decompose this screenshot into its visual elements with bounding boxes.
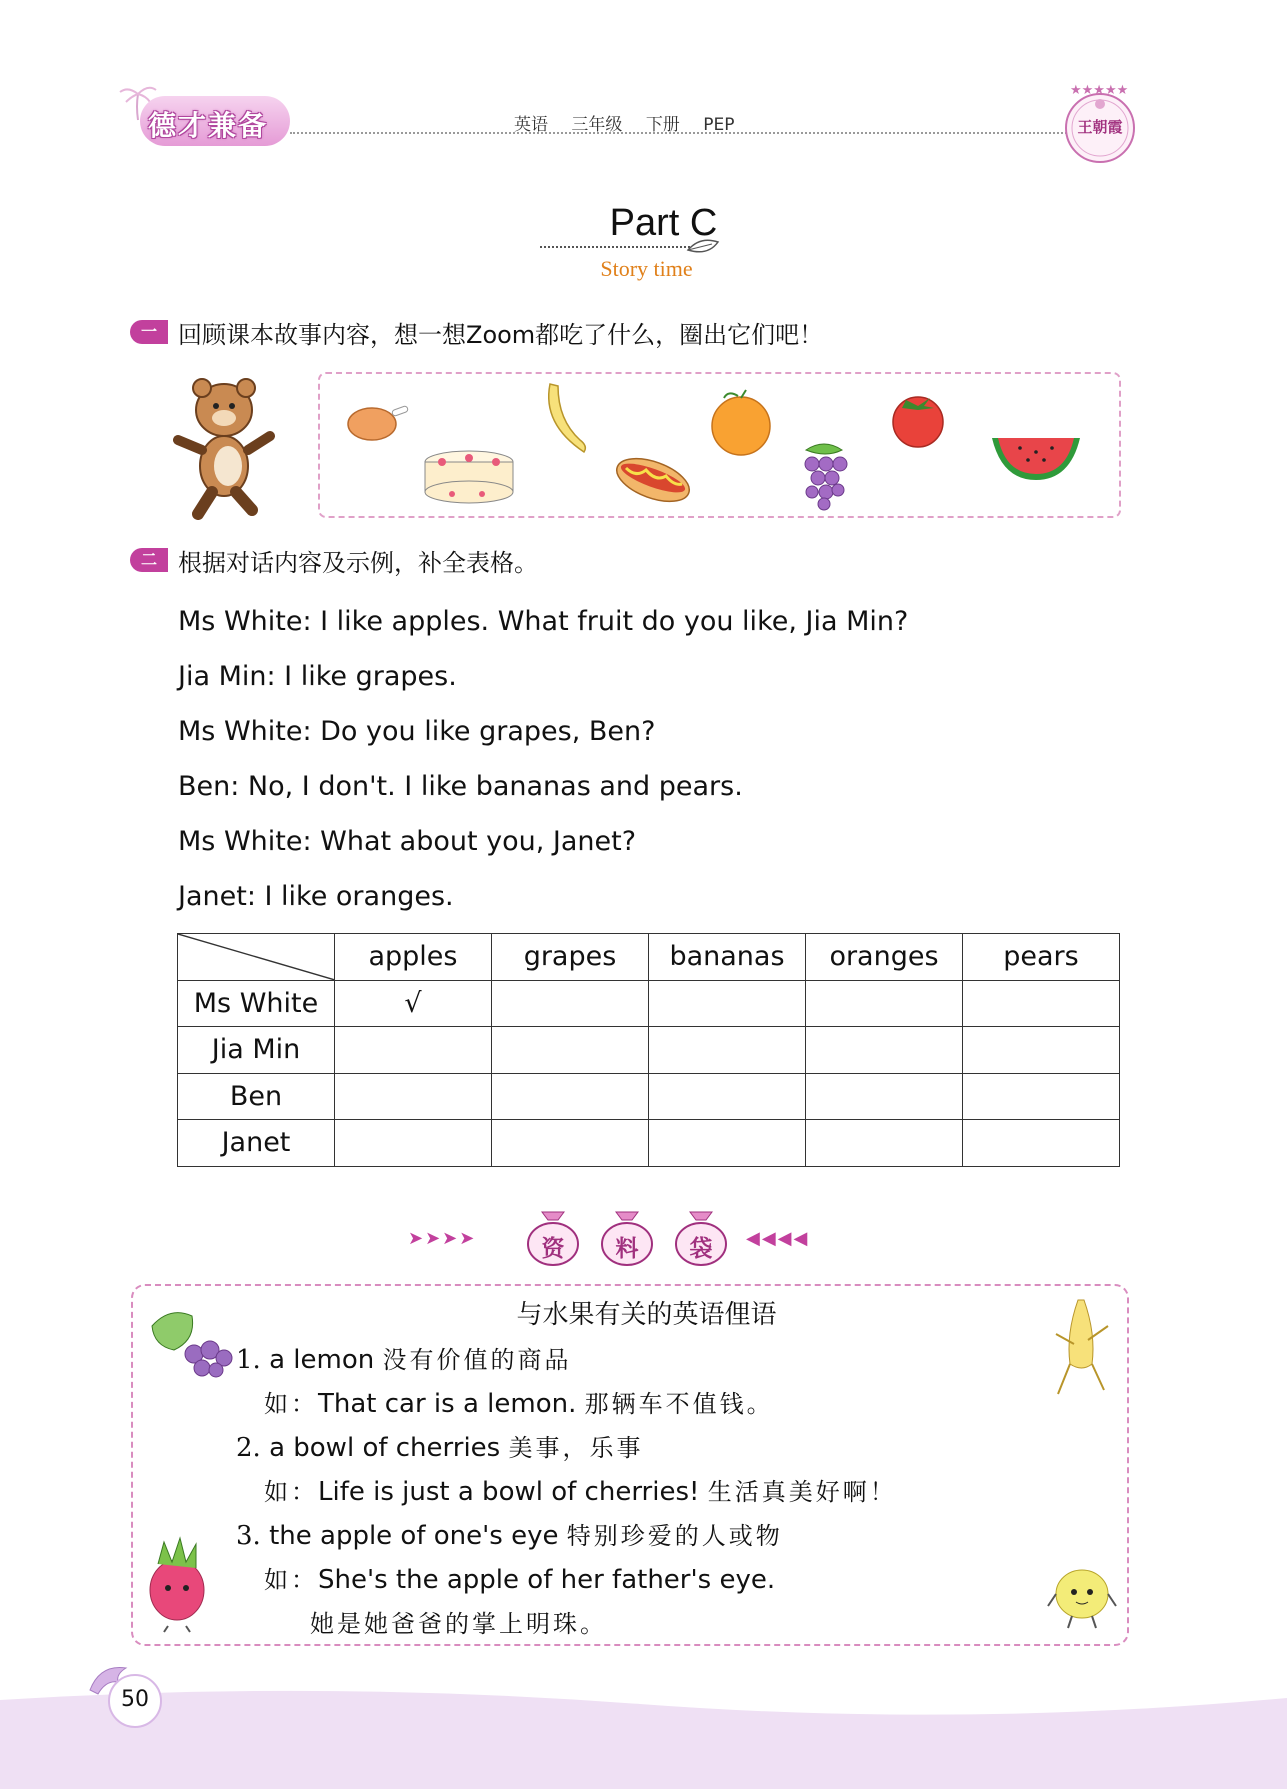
row-header: Ms White xyxy=(178,980,335,1027)
idiom-number: 3. xyxy=(236,1521,261,1551)
header-grade: 三年级 xyxy=(571,115,623,135)
page-subtitle: Story time xyxy=(600,256,693,281)
page-number: 50 xyxy=(121,1687,149,1712)
watermelon-icon[interactable] xyxy=(990,434,1082,484)
info-bag-badge xyxy=(600,1208,654,1266)
table-cell[interactable] xyxy=(649,1073,806,1120)
tomato-icon[interactable] xyxy=(888,392,948,448)
example-translation: 那辆车不值钱。 xyxy=(584,1390,774,1418)
row-header: Jia Min xyxy=(178,1027,335,1074)
banana-icon[interactable] xyxy=(540,380,592,456)
table-cell[interactable] xyxy=(335,1120,492,1167)
column-header: bananas xyxy=(649,934,806,981)
fruit-preference-table xyxy=(177,933,1120,1167)
table-cell[interactable] xyxy=(335,1027,492,1074)
idiom-number: 1. xyxy=(236,1345,261,1375)
dialogue-line: Ms White: I like apples. What fruit do you like, Jia Min? xyxy=(178,606,909,637)
header-info xyxy=(514,110,752,135)
footer-wave xyxy=(0,1680,1287,1789)
example-sentence: She's the apple of her father's eye. xyxy=(318,1565,776,1595)
idiom-meaning: 美事，乐事 xyxy=(508,1434,644,1462)
right-arrows-decoration: ◀◀◀◀ xyxy=(746,1228,810,1249)
left-arrows-decoration: ➤➤➤➤ xyxy=(408,1228,477,1249)
column-header: apples xyxy=(335,934,492,981)
title-underline xyxy=(540,246,690,248)
idiom-item-2 xyxy=(236,1428,644,1463)
table-cell[interactable] xyxy=(806,1027,963,1074)
dialogue-block xyxy=(178,594,908,924)
table-row xyxy=(178,1120,1120,1167)
dragonfruit-character-icon xyxy=(144,1534,210,1634)
table-row xyxy=(178,1027,1120,1074)
table-cell[interactable]: √ xyxy=(335,980,492,1027)
dialogue-line: Jia Min: I like grapes. xyxy=(178,661,457,692)
table-cell[interactable] xyxy=(492,1120,649,1167)
example-prefix: 如： xyxy=(264,1566,318,1594)
bag-label: 袋 xyxy=(689,1236,713,1262)
table-cell[interactable] xyxy=(806,980,963,1027)
idiom-meaning: 特别珍爱的人或物 xyxy=(566,1522,783,1550)
idiom-example-1 xyxy=(264,1384,774,1419)
table-corner-cell xyxy=(178,934,335,981)
table-header-row xyxy=(178,934,1120,981)
idiom-number: 2. xyxy=(236,1433,261,1463)
table-cell[interactable] xyxy=(649,980,806,1027)
author-seal xyxy=(1062,78,1138,166)
table-cell[interactable] xyxy=(963,980,1120,1027)
table-cell[interactable] xyxy=(649,1027,806,1074)
table-cell[interactable] xyxy=(492,980,649,1027)
bag-label: 料 xyxy=(615,1236,639,1262)
idiom-phrase: a bowl of cherries xyxy=(269,1433,501,1463)
grapes-leaf-decoration-icon xyxy=(146,1306,234,1378)
column-header: oranges xyxy=(806,934,963,981)
idiom-phrase: the apple of one's eye xyxy=(269,1521,559,1551)
column-header: grapes xyxy=(492,934,649,981)
grapes-icon[interactable] xyxy=(796,438,852,512)
idiom-meaning: 没有价值的商品 xyxy=(382,1346,572,1374)
svg-text:★★★★★: ★★★★★ xyxy=(1070,83,1129,98)
table-cell[interactable] xyxy=(963,1073,1120,1120)
example-translation: 她是她爸爸的掌上明珠。 xyxy=(310,1610,607,1638)
idiom-example-3-translation xyxy=(310,1604,607,1639)
example-sentence: Life is just a bowl of cherries! xyxy=(318,1477,700,1507)
table-cell[interactable] xyxy=(649,1120,806,1167)
example-prefix: 如： xyxy=(264,1390,318,1418)
dialogue-line: Ms White: What about you, Janet? xyxy=(178,826,637,857)
bear-zoom-icon xyxy=(172,370,276,520)
orange-icon[interactable] xyxy=(708,386,774,458)
header-subject: 英语 xyxy=(514,115,548,135)
header-volume: 下册 xyxy=(645,115,680,135)
table-cell[interactable] xyxy=(335,1073,492,1120)
idiom-item-1 xyxy=(236,1340,571,1375)
lemon-character-icon xyxy=(1046,1556,1118,1632)
brand-logo xyxy=(118,82,296,154)
row-header: Janet xyxy=(178,1120,335,1167)
bag-label: 资 xyxy=(541,1236,565,1262)
info-bag-badge xyxy=(526,1208,580,1266)
header-edition: PEP xyxy=(703,115,735,135)
dialogue-line: Ben: No, I don't. I like bananas and pears. xyxy=(178,771,743,802)
row-header: Ben xyxy=(178,1073,335,1120)
table-cell[interactable] xyxy=(492,1073,649,1120)
diagonal-line xyxy=(178,934,335,980)
section-2-badge: 二 xyxy=(130,548,168,572)
example-sentence: That car is a lemon. xyxy=(318,1389,577,1419)
dialogue-line: Janet: I like oranges. xyxy=(178,881,454,912)
info-bag-badge xyxy=(674,1208,728,1266)
chicken-leg-icon[interactable] xyxy=(344,398,414,448)
table-cell[interactable] xyxy=(963,1027,1120,1074)
idiom-title: 与水果有关的英语俚语 xyxy=(516,1300,777,1330)
table-cell[interactable] xyxy=(806,1120,963,1167)
table-row xyxy=(178,1073,1120,1120)
idiom-item-3 xyxy=(236,1516,783,1551)
idiom-example-2 xyxy=(264,1472,897,1507)
example-translation: 生活真美好啊！ xyxy=(707,1478,897,1506)
cake-icon[interactable] xyxy=(422,448,516,506)
brand-text: 德才兼备 xyxy=(148,109,269,142)
section-2-instruction: 根据对话内容及示例，补全表格。 xyxy=(178,549,538,577)
hot-dog-icon[interactable] xyxy=(612,448,694,510)
dialogue-line: Ms White: Do you like grapes, Ben? xyxy=(178,716,656,747)
section-1-instruction: 回顾课本故事内容，想一想Zoom都吃了什么，圈出它们吧！ xyxy=(178,321,824,349)
page-title: Part C xyxy=(609,202,718,244)
table-cell[interactable] xyxy=(492,1027,649,1074)
section-1-badge: 一 xyxy=(130,320,168,344)
column-header: pears xyxy=(963,934,1120,981)
idiom-example-3 xyxy=(264,1560,775,1595)
table-row xyxy=(178,980,1120,1027)
leaf-icon xyxy=(686,236,722,258)
example-prefix: 如： xyxy=(264,1478,318,1506)
table-cell[interactable] xyxy=(806,1073,963,1120)
banana-character-icon xyxy=(1048,1294,1114,1406)
idiom-phrase: a lemon xyxy=(269,1345,375,1375)
table-cell[interactable] xyxy=(963,1120,1120,1167)
seal-text: 王朝霞 xyxy=(1077,118,1123,136)
